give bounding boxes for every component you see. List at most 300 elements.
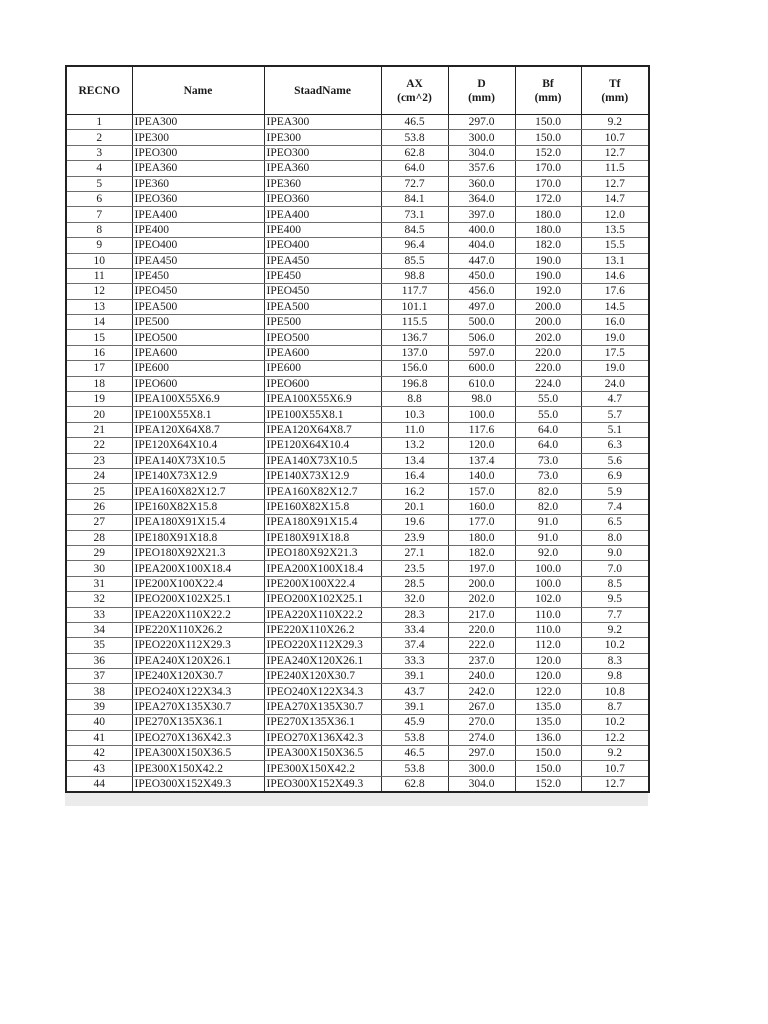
cell-tf: 12.0 — [581, 207, 649, 222]
cell-bf: 102.0 — [515, 592, 581, 607]
table-row — [66, 191, 649, 206]
cell-recno: 25 — [66, 484, 132, 499]
cell-staadname: IPE180X91X18.8 — [264, 530, 381, 545]
cell-staadname: IPEA300 — [264, 115, 381, 130]
cell-ax: 73.1 — [381, 207, 448, 222]
table-row — [66, 607, 649, 622]
cell-d: 400.0 — [448, 222, 515, 237]
cell-name: IPEA300X150X36.5 — [132, 746, 264, 761]
cell-tf: 15.5 — [581, 238, 649, 253]
cell-name: IPEA160X82X12.7 — [132, 484, 264, 499]
cell-bf: 182.0 — [515, 238, 581, 253]
cell-ax: 62.8 — [381, 776, 448, 792]
table-row — [66, 699, 649, 714]
cell-d: 270.0 — [448, 715, 515, 730]
cell-recno: 20 — [66, 407, 132, 422]
cell-ax: 10.3 — [381, 407, 448, 422]
table-row — [66, 715, 649, 730]
header-tf: Tf (mm) — [581, 66, 649, 115]
table-row — [66, 638, 649, 653]
cell-name: IPEA100X55X6.9 — [132, 392, 264, 407]
cell-recno: 42 — [66, 746, 132, 761]
cell-staadname: IPE600 — [264, 361, 381, 376]
header-name: Name — [132, 66, 264, 115]
table-row — [66, 130, 649, 145]
cell-tf: 5.6 — [581, 453, 649, 468]
cell-staadname: IPEA200X100X18.4 — [264, 561, 381, 576]
cell-d: 456.0 — [448, 284, 515, 299]
cell-tf: 10.2 — [581, 715, 649, 730]
cell-tf: 13.1 — [581, 253, 649, 268]
cell-d: 397.0 — [448, 207, 515, 222]
cell-ax: 84.1 — [381, 191, 448, 206]
cell-staadname: IPEA140X73X10.5 — [264, 453, 381, 468]
cell-ax: 11.0 — [381, 422, 448, 437]
cell-bf: 172.0 — [515, 191, 581, 206]
cell-ax: 115.5 — [381, 315, 448, 330]
cell-name: IPEO400 — [132, 238, 264, 253]
cell-tf: 9.5 — [581, 592, 649, 607]
cell-staadname: IPEA360 — [264, 161, 381, 176]
cell-bf: 64.0 — [515, 438, 581, 453]
cell-staadname: IPEA240X120X26.1 — [264, 653, 381, 668]
table-row — [66, 530, 649, 545]
cell-name: IPEA220X110X22.2 — [132, 607, 264, 622]
cell-staadname: IPEO180X92X21.3 — [264, 545, 381, 560]
table-row — [66, 453, 649, 468]
cell-tf: 7.7 — [581, 607, 649, 622]
cell-bf: 180.0 — [515, 222, 581, 237]
cell-bf: 82.0 — [515, 499, 581, 514]
cell-recno: 37 — [66, 669, 132, 684]
cell-bf: 200.0 — [515, 315, 581, 330]
table-row — [66, 761, 649, 776]
cell-staadname: IPE120X64X10.4 — [264, 438, 381, 453]
cell-d: 200.0 — [448, 576, 515, 591]
table-row — [66, 669, 649, 684]
table-row — [66, 392, 649, 407]
cell-staadname: IPEA220X110X22.2 — [264, 607, 381, 622]
cell-tf: 8.0 — [581, 530, 649, 545]
cell-ax: 117.7 — [381, 284, 448, 299]
table-row — [66, 315, 649, 330]
cell-recno: 32 — [66, 592, 132, 607]
cell-staadname: IPEO500 — [264, 330, 381, 345]
cell-bf: 170.0 — [515, 176, 581, 191]
cell-bf: 190.0 — [515, 253, 581, 268]
cell-ax: 8.8 — [381, 392, 448, 407]
cell-d: 297.0 — [448, 115, 515, 130]
cell-ax: 62.8 — [381, 145, 448, 160]
cell-bf: 100.0 — [515, 561, 581, 576]
cell-ax: 96.4 — [381, 238, 448, 253]
cell-tf: 24.0 — [581, 376, 649, 391]
cell-bf: 64.0 — [515, 422, 581, 437]
cell-d: 364.0 — [448, 191, 515, 206]
cell-tf: 8.3 — [581, 653, 649, 668]
cell-d: 404.0 — [448, 238, 515, 253]
table-row — [66, 207, 649, 222]
cell-name: IPEA240X120X26.1 — [132, 653, 264, 668]
cell-name: IPE180X91X18.8 — [132, 530, 264, 545]
cell-d: 197.0 — [448, 561, 515, 576]
table-row — [66, 484, 649, 499]
cell-d: 140.0 — [448, 468, 515, 483]
cell-d: 357.6 — [448, 161, 515, 176]
table-row — [66, 407, 649, 422]
cell-staadname: IPEA100X55X6.9 — [264, 392, 381, 407]
cell-ax: 196.8 — [381, 376, 448, 391]
cell-tf: 14.6 — [581, 268, 649, 283]
section-properties-table — [65, 65, 650, 793]
header-recno: RECNO — [66, 66, 132, 115]
cell-tf: 7.4 — [581, 499, 649, 514]
cell-recno: 24 — [66, 468, 132, 483]
cell-staadname: IPEA300X150X36.5 — [264, 746, 381, 761]
cell-staadname: IPE160X82X15.8 — [264, 499, 381, 514]
cell-staadname: IPEA600 — [264, 345, 381, 360]
cell-ax: 84.5 — [381, 222, 448, 237]
cell-recno: 5 — [66, 176, 132, 191]
cell-name: IPE160X82X15.8 — [132, 499, 264, 514]
cell-d: 242.0 — [448, 684, 515, 699]
cell-tf: 14.7 — [581, 191, 649, 206]
cell-staadname: IPE300X150X42.2 — [264, 761, 381, 776]
sheet-footer-band — [65, 793, 648, 806]
cell-bf: 136.0 — [515, 730, 581, 745]
cell-ax: 19.6 — [381, 515, 448, 530]
cell-d: 100.0 — [448, 407, 515, 422]
cell-staadname: IPEO270X136X42.3 — [264, 730, 381, 745]
cell-tf: 6.9 — [581, 468, 649, 483]
cell-ax: 33.4 — [381, 622, 448, 637]
cell-name: IPE120X64X10.4 — [132, 438, 264, 453]
cell-tf: 4.7 — [581, 392, 649, 407]
table-row — [66, 268, 649, 283]
table-row — [66, 653, 649, 668]
cell-name: IPEA140X73X10.5 — [132, 453, 264, 468]
cell-recno: 8 — [66, 222, 132, 237]
cell-d: 217.0 — [448, 607, 515, 622]
cell-tf: 7.0 — [581, 561, 649, 576]
cell-name: IPEA450 — [132, 253, 264, 268]
cell-tf: 10.8 — [581, 684, 649, 699]
cell-ax: 43.7 — [381, 684, 448, 699]
cell-name: IPEO220X112X29.3 — [132, 638, 264, 653]
cell-ax: 72.7 — [381, 176, 448, 191]
cell-recno: 36 — [66, 653, 132, 668]
cell-bf: 150.0 — [515, 761, 581, 776]
table-row — [66, 622, 649, 637]
cell-recno: 19 — [66, 392, 132, 407]
section-table-sheet — [65, 65, 648, 806]
table-row — [66, 730, 649, 745]
table-row — [66, 422, 649, 437]
cell-bf: 135.0 — [515, 699, 581, 714]
cell-recno: 34 — [66, 622, 132, 637]
table-row — [66, 299, 649, 314]
cell-bf: 224.0 — [515, 376, 581, 391]
cell-name: IPE300X150X42.2 — [132, 761, 264, 776]
table-row — [66, 746, 649, 761]
cell-bf: 202.0 — [515, 330, 581, 345]
cell-recno: 44 — [66, 776, 132, 792]
cell-tf: 12.2 — [581, 730, 649, 745]
cell-bf: 82.0 — [515, 484, 581, 499]
cell-staadname: IPEA400 — [264, 207, 381, 222]
table-row — [66, 145, 649, 160]
cell-recno: 40 — [66, 715, 132, 730]
cell-name: IPEO360 — [132, 191, 264, 206]
cell-ax: 33.3 — [381, 653, 448, 668]
table-row — [66, 438, 649, 453]
cell-recno: 1 — [66, 115, 132, 130]
cell-d: 597.0 — [448, 345, 515, 360]
cell-bf: 152.0 — [515, 776, 581, 792]
header-row — [66, 66, 649, 115]
cell-staadname: IPE450 — [264, 268, 381, 283]
cell-bf: 150.0 — [515, 746, 581, 761]
cell-bf: 170.0 — [515, 161, 581, 176]
cell-tf: 9.2 — [581, 622, 649, 637]
cell-recno: 31 — [66, 576, 132, 591]
cell-bf: 112.0 — [515, 638, 581, 653]
cell-name: IPEA180X91X15.4 — [132, 515, 264, 530]
table-row — [66, 253, 649, 268]
cell-recno: 3 — [66, 145, 132, 160]
cell-staadname: IPE360 — [264, 176, 381, 191]
cell-ax: 136.7 — [381, 330, 448, 345]
cell-recno: 2 — [66, 130, 132, 145]
cell-staadname: IPEO300X152X49.3 — [264, 776, 381, 792]
cell-recno: 35 — [66, 638, 132, 653]
cell-name: IPEO300 — [132, 145, 264, 160]
cell-staadname: IPEA160X82X12.7 — [264, 484, 381, 499]
cell-staadname: IPEO450 — [264, 284, 381, 299]
cell-bf: 55.0 — [515, 407, 581, 422]
cell-name: IPEO200X102X25.1 — [132, 592, 264, 607]
cell-d: 300.0 — [448, 761, 515, 776]
cell-recno: 16 — [66, 345, 132, 360]
cell-bf: 220.0 — [515, 361, 581, 376]
cell-staadname: IPEO200X102X25.1 — [264, 592, 381, 607]
cell-ax: 28.5 — [381, 576, 448, 591]
cell-recno: 13 — [66, 299, 132, 314]
table-row — [66, 161, 649, 176]
cell-bf: 92.0 — [515, 545, 581, 560]
cell-recno: 33 — [66, 607, 132, 622]
cell-name: IPEO500 — [132, 330, 264, 345]
cell-d: 506.0 — [448, 330, 515, 345]
cell-ax: 39.1 — [381, 669, 448, 684]
cell-bf: 91.0 — [515, 530, 581, 545]
cell-ax: 37.4 — [381, 638, 448, 653]
cell-name: IPE220X110X26.2 — [132, 622, 264, 637]
cell-staadname: IPEO300 — [264, 145, 381, 160]
cell-ax: 16.4 — [381, 468, 448, 483]
cell-name: IPE270X135X36.1 — [132, 715, 264, 730]
cell-ax: 28.3 — [381, 607, 448, 622]
table-row — [66, 115, 649, 130]
cell-ax: 16.2 — [381, 484, 448, 499]
cell-name: IPEA270X135X30.7 — [132, 699, 264, 714]
cell-tf: 5.1 — [581, 422, 649, 437]
cell-staadname: IPEA120X64X8.7 — [264, 422, 381, 437]
cell-bf: 152.0 — [515, 145, 581, 160]
cell-tf: 6.3 — [581, 438, 649, 453]
cell-tf: 5.9 — [581, 484, 649, 499]
cell-recno: 21 — [66, 422, 132, 437]
cell-tf: 8.7 — [581, 699, 649, 714]
cell-bf: 200.0 — [515, 299, 581, 314]
cell-name: IPE500 — [132, 315, 264, 330]
cell-tf: 19.0 — [581, 361, 649, 376]
cell-ax: 45.9 — [381, 715, 448, 730]
cell-name: IPEO270X136X42.3 — [132, 730, 264, 745]
table-row — [66, 345, 649, 360]
cell-ax: 137.0 — [381, 345, 448, 360]
cell-recno: 26 — [66, 499, 132, 514]
cell-d: 182.0 — [448, 545, 515, 560]
cell-recno: 41 — [66, 730, 132, 745]
table-row — [66, 545, 649, 560]
cell-d: 157.0 — [448, 484, 515, 499]
cell-staadname: IPEO360 — [264, 191, 381, 206]
cell-ax: 53.8 — [381, 761, 448, 776]
cell-staadname: IPEA500 — [264, 299, 381, 314]
cell-ax: 39.1 — [381, 699, 448, 714]
table-row — [66, 468, 649, 483]
cell-name: IPE240X120X30.7 — [132, 669, 264, 684]
cell-staadname: IPE100X55X8.1 — [264, 407, 381, 422]
header-d: D (mm) — [448, 66, 515, 115]
cell-tf: 17.6 — [581, 284, 649, 299]
cell-staadname: IPEA180X91X15.4 — [264, 515, 381, 530]
cell-d: 304.0 — [448, 776, 515, 792]
cell-tf: 12.7 — [581, 145, 649, 160]
cell-d: 267.0 — [448, 699, 515, 714]
cell-tf: 19.0 — [581, 330, 649, 345]
cell-staadname: IPE140X73X12.9 — [264, 468, 381, 483]
table-body — [66, 115, 649, 793]
table-row — [66, 561, 649, 576]
cell-ax: 64.0 — [381, 161, 448, 176]
cell-recno: 15 — [66, 330, 132, 345]
cell-bf: 91.0 — [515, 515, 581, 530]
cell-staadname: IPE240X120X30.7 — [264, 669, 381, 684]
table-row — [66, 515, 649, 530]
cell-bf: 120.0 — [515, 653, 581, 668]
cell-d: 177.0 — [448, 515, 515, 530]
cell-recno: 28 — [66, 530, 132, 545]
cell-recno: 23 — [66, 453, 132, 468]
cell-bf: 100.0 — [515, 576, 581, 591]
cell-ax: 32.0 — [381, 592, 448, 607]
cell-name: IPE200X100X22.4 — [132, 576, 264, 591]
cell-d: 160.0 — [448, 499, 515, 514]
cell-staadname: IPEA450 — [264, 253, 381, 268]
cell-ax: 23.5 — [381, 561, 448, 576]
cell-recno: 6 — [66, 191, 132, 206]
cell-recno: 39 — [66, 699, 132, 714]
cell-d: 300.0 — [448, 130, 515, 145]
table-row — [66, 176, 649, 191]
cell-name: IPEA120X64X8.7 — [132, 422, 264, 437]
cell-ax: 101.1 — [381, 299, 448, 314]
cell-bf: 73.0 — [515, 468, 581, 483]
cell-name: IPE600 — [132, 361, 264, 376]
cell-ax: 53.8 — [381, 730, 448, 745]
cell-ax: 13.2 — [381, 438, 448, 453]
cell-bf: 150.0 — [515, 130, 581, 145]
table-row — [66, 592, 649, 607]
cell-bf: 110.0 — [515, 622, 581, 637]
cell-name: IPEA360 — [132, 161, 264, 176]
cell-name: IPE100X55X8.1 — [132, 407, 264, 422]
cell-tf: 6.5 — [581, 515, 649, 530]
cell-staadname: IPE500 — [264, 315, 381, 330]
cell-bf: 220.0 — [515, 345, 581, 360]
cell-staadname: IPEO400 — [264, 238, 381, 253]
cell-bf: 73.0 — [515, 453, 581, 468]
header-bf: Bf (mm) — [515, 66, 581, 115]
cell-bf: 120.0 — [515, 669, 581, 684]
table-row — [66, 684, 649, 699]
table-row — [66, 238, 649, 253]
cell-recno: 12 — [66, 284, 132, 299]
cell-name: IPEO300X152X49.3 — [132, 776, 264, 792]
cell-d: 610.0 — [448, 376, 515, 391]
cell-name: IPEO600 — [132, 376, 264, 391]
cell-name: IPEO450 — [132, 284, 264, 299]
cell-d: 304.0 — [448, 145, 515, 160]
cell-bf: 135.0 — [515, 715, 581, 730]
cell-tf: 8.5 — [581, 576, 649, 591]
cell-staadname: IPE400 — [264, 222, 381, 237]
cell-tf: 14.5 — [581, 299, 649, 314]
cell-bf: 110.0 — [515, 607, 581, 622]
cell-name: IPEO180X92X21.3 — [132, 545, 264, 560]
cell-recno: 9 — [66, 238, 132, 253]
cell-recno: 10 — [66, 253, 132, 268]
cell-name: IPEA500 — [132, 299, 264, 314]
cell-name: IPE400 — [132, 222, 264, 237]
cell-d: 500.0 — [448, 315, 515, 330]
cell-name: IPEA400 — [132, 207, 264, 222]
cell-tf: 13.5 — [581, 222, 649, 237]
cell-ax: 46.5 — [381, 746, 448, 761]
cell-d: 297.0 — [448, 746, 515, 761]
cell-recno: 38 — [66, 684, 132, 699]
cell-d: 220.0 — [448, 622, 515, 637]
cell-recno: 4 — [66, 161, 132, 176]
cell-ax: 53.8 — [381, 130, 448, 145]
table-row — [66, 376, 649, 391]
cell-recno: 29 — [66, 545, 132, 560]
cell-name: IPE360 — [132, 176, 264, 191]
cell-tf: 12.7 — [581, 176, 649, 191]
table-row — [66, 776, 649, 792]
cell-d: 180.0 — [448, 530, 515, 545]
cell-staadname: IPE270X135X36.1 — [264, 715, 381, 730]
cell-name: IPE140X73X12.9 — [132, 468, 264, 483]
cell-ax: 13.4 — [381, 453, 448, 468]
cell-d: 274.0 — [448, 730, 515, 745]
cell-ax: 156.0 — [381, 361, 448, 376]
cell-tf: 9.2 — [581, 746, 649, 761]
cell-tf: 9.2 — [581, 115, 649, 130]
cell-d: 450.0 — [448, 268, 515, 283]
